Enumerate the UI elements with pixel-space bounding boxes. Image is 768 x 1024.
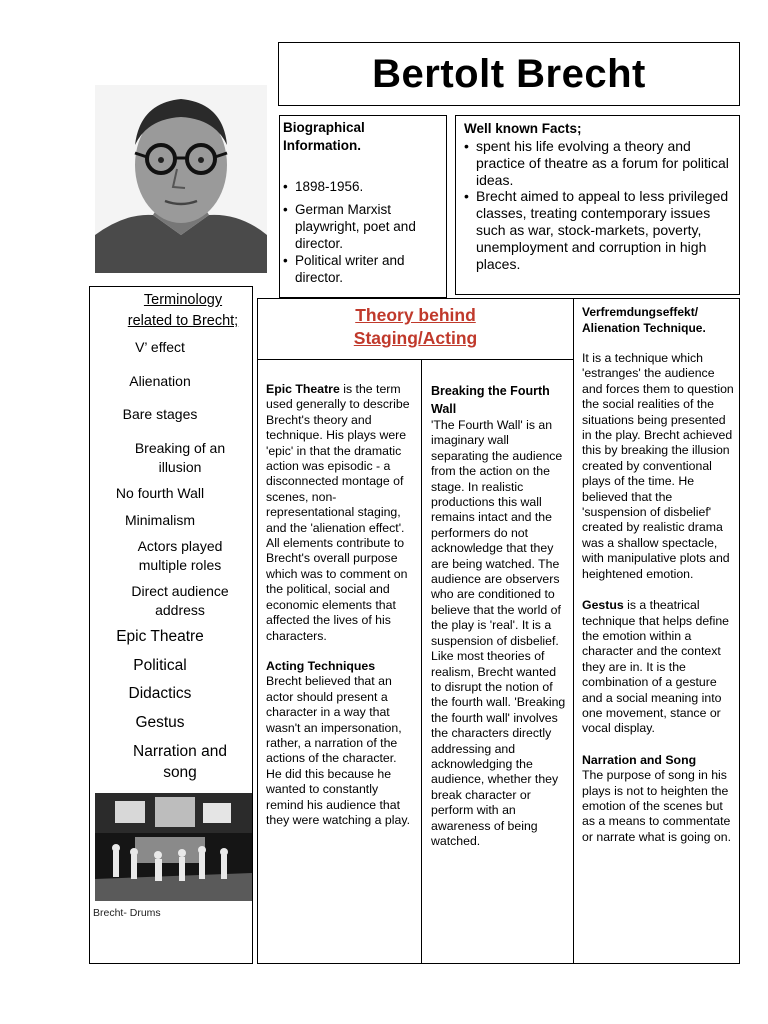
gestus-paragraph — [582, 598, 734, 737]
narration-heading: Narration and Song — [582, 752, 697, 767]
epic-theatre-term: Epic Theatre — [266, 382, 340, 396]
narration-text: The purpose of song in his plays is not to heighten the emotion of the scenes but as a means to commentate or narrate what is going on. — [582, 768, 732, 844]
fourth-wall-heading: Breaking the Fourth Wall — [431, 384, 550, 416]
acting-techniques-paragraph — [266, 659, 414, 828]
gestus-term: Gestus — [582, 598, 624, 613]
term-item: Gestus — [135, 714, 185, 731]
acting-techniques-heading: Acting Techniques — [266, 658, 376, 673]
divider — [258, 359, 573, 360]
alienation-heading: Verfremdungseffekt/ Alienation Technique. — [582, 305, 706, 335]
facts-box — [455, 115, 740, 295]
terminology-heading-line1: Terminology — [143, 292, 223, 308]
term-item: No fourth Wall — [115, 485, 205, 501]
term-item: Actors played multiple roles — [137, 538, 223, 573]
drums-photo — [95, 793, 252, 901]
epic-theatre-column — [266, 382, 414, 828]
bio-list — [283, 178, 445, 286]
image-caption: Brecht- Drums — [93, 907, 161, 919]
alienation-column — [582, 305, 734, 845]
epic-theatre-paragraph — [266, 382, 414, 644]
theory-heading — [258, 304, 573, 350]
fourth-wall-text: 'The Fourth Wall' is an imaginary wall separating the audience from the action on the stage. In realistic productions this wall remains intact and the performers do not acknowledge that they are being watched. The audience are observers who are conditioned to believe that the world of the play is 'real'. It is a suspension of disbelief. Like most theories of realism, Brecht wanted to disrupt the notion of the fourth wall. 'Breaking the fourth wall' involves the characters directly addressing and acknowledging the audience, whether they break character or perform with an awareness of being watched. — [431, 418, 566, 848]
term-item: Political — [133, 657, 187, 674]
term-item: Bare stages — [122, 406, 198, 422]
fourth-wall-column — [431, 382, 569, 849]
list-item: • Political writer and director. — [283, 252, 445, 286]
bio-heading: Biographical Information. — [283, 120, 365, 153]
terminology-heading — [90, 290, 276, 332]
term-item: Minimalism — [125, 512, 195, 528]
list-item: • German Marxist playwright, poet and director. — [283, 201, 445, 252]
term-item: Direct audience address — [131, 583, 229, 618]
alienation-text: It is a technique which 'estranges' the audience and forces them to question the social realities of the situations being presented in the play. Brecht achieved this by breaking the illusion created by conventional plays of the time. He believed that the 'suspension of disbelief' created by realistic drama was a shallow spectacle, with manipulative plots and heightened emotion. — [582, 351, 734, 581]
term-item: Narration and song — [133, 743, 227, 781]
brecht-portrait — [95, 85, 267, 273]
facts-list — [464, 138, 732, 272]
theory-heading-line2: Staging/Acting — [353, 328, 478, 348]
divider — [421, 359, 422, 963]
epic-theatre-text: is the term used generally to describe Brecht's theory and technique. His plays were 'epic' in that the dramatic action was episodic - a disconnected montage of scenes, non-representational staging, and the 'alienation effect'. All elements contribute to Brecht's overall purpose which was to comment on the political, social and economic elements that affected the lives of his characters. — [266, 382, 410, 643]
theory-box — [257, 298, 740, 964]
terminology-heading-line2: related to Brecht; — [127, 313, 239, 329]
term-item: Breaking of an illusion — [134, 440, 226, 475]
page-title: Bertolt Brecht — [372, 51, 646, 96]
term-item: V’ effect — [135, 339, 185, 355]
title-box — [278, 42, 740, 106]
term-item: Didactics — [128, 685, 192, 702]
list-item: • 1898-1956. — [283, 178, 445, 195]
term-item: Alienation — [129, 373, 191, 389]
biographical-box — [279, 115, 447, 298]
list-item: • Brecht aimed to appeal to less privileged classes, treating contemporary issues such as war, stock-markets, poverty, unemployment and corruption in high places. — [464, 188, 732, 272]
narration-paragraph — [582, 753, 734, 845]
divider — [573, 299, 574, 963]
gestus-text: is a theatrical technique that helps define the emotion within a character and the context they are in. It is the combination of a gesture and a social meaning into one movement, stance or vocal display. — [582, 598, 729, 736]
facts-heading: Well known Facts; — [464, 121, 582, 136]
acting-techniques-text: Brecht believed that an actor should present a character in a way that wasn't an impersonation, rather, a narration of the actions of the character. He did this because he wanted to constantly remind his audience that they were watching a play. — [266, 674, 410, 827]
theory-heading-line1: Theory behind — [355, 305, 476, 325]
term-item: Epic Theatre — [116, 628, 204, 645]
list-item: • spent his life evolving a theory and practice of theatre as a forum for political ideas. — [464, 138, 732, 188]
